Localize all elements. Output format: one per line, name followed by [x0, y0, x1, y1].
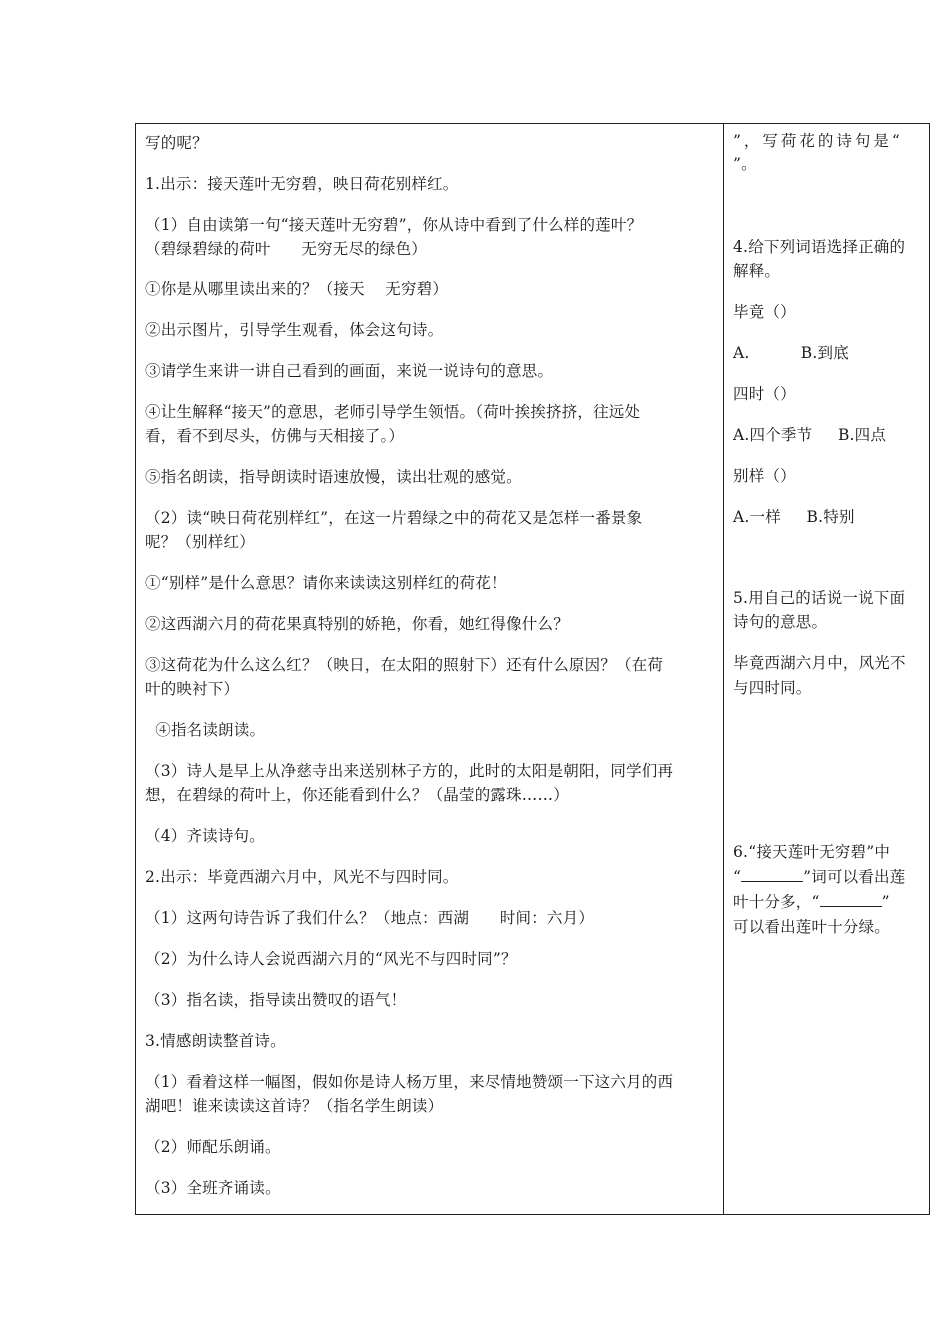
q6-quote-close: ” [881, 893, 890, 911]
q4-text-line1: 4.给下列词语选择正确的 [733, 238, 906, 256]
q4-text-line2: 解释。 [733, 262, 781, 280]
lesson-line: ②这西湖六月的荷花果真特别的娇艳，你看，她红得像什么？ [145, 615, 569, 633]
lesson-line: 1.出示：接天莲叶无穷碧，映日荷花别样红。 [145, 175, 459, 193]
lesson-line: 2.出示：毕竟西湖六月中，风光不与四时同。 [145, 868, 459, 886]
q4-word2-options: A.四个季节 B.四点 [733, 426, 887, 444]
lesson-line: （1）自由读第一句“接天莲叶无穷碧”，你从诗中看到了什么样的莲叶？ [145, 216, 643, 234]
q6-text-line4: 可以看出莲叶十分绿。 [733, 918, 891, 936]
lesson-line: 看，看不到尽头，仿佛与天相接了。） [145, 427, 405, 445]
lesson-line: （2）师配乐朗诵。 [145, 1138, 281, 1156]
q6-line3-start: 叶十分多，“ [733, 893, 820, 911]
q4-word3-options: A.一样 B.特别 [733, 508, 855, 526]
lesson-line: ①你是从哪里读出来的？（接天 无穷碧） [145, 280, 449, 298]
q6-blank-2[interactable] [820, 892, 882, 907]
lesson-line: 3.情感朗读整首诗。 [145, 1032, 286, 1050]
lesson-line: （3）全班齐诵读。 [145, 1179, 281, 1197]
lesson-line: 想，在碧绿的荷叶上，你还能看到什么？（晶莹的露珠……） [145, 786, 569, 804]
lesson-line: （4）齐读诗句。 [145, 827, 265, 845]
q6-blank-1[interactable] [741, 867, 803, 882]
lesson-line: 呢？（别样红） [145, 533, 255, 551]
q4-word3: 别样（） [733, 467, 796, 485]
q6-text-line2 [733, 865, 923, 890]
q4-word2: 四时（） [733, 385, 796, 403]
lesson-line: （3）诗人是早上从净慈寺出来送别林子方的，此时的太阳是朝阳，同学们再 [145, 762, 674, 780]
q5-text-line2: 诗句的意思。 [733, 613, 828, 631]
q5-text-line1: 5.用自己的话说一说下面 [733, 589, 906, 607]
lesson-line: （1）看着这样一幅图，假如你是诗人杨万里，来尽情地赞颂一下这六月的西 [145, 1073, 674, 1091]
q5-poem-line1: 毕竟西湖六月中，风光不 [733, 654, 906, 672]
q6-text-line1: 6.“接天莲叶无穷碧”中 [733, 843, 891, 861]
q4-word1-options: A. B.到底 [733, 344, 849, 362]
lesson-line: 湖吧！谁来读读这首诗？（指名学生朗读） [145, 1097, 444, 1115]
q6-quote-open: “ [733, 868, 742, 886]
lesson-line: ④指名读朗读。 [145, 721, 266, 739]
lesson-line: 写的呢？ [145, 134, 208, 152]
worksheet-table [135, 123, 930, 1215]
q3-text-line2: ”。 [733, 155, 757, 173]
lesson-line: ③请学生来讲一讲自己看到的画面，来说一说诗句的意思。 [145, 362, 554, 380]
lesson-line: （2）读“映日荷花别样红”，在这一片碧绿之中的荷花又是怎样一番景象 [145, 509, 643, 527]
lesson-line: ③这荷花为什么这么红？（映日，在太阳的照射下）还有什么原因？（在荷 [145, 656, 664, 674]
lesson-line: （1）这两句诗告诉了我们什么？（地点：西湖 时间：六月） [145, 909, 595, 927]
lesson-line: （2）为什么诗人会说西湖六月的“风光不与四时同”？ [145, 950, 517, 968]
q5-poem-line2: 与四时同。 [733, 679, 812, 697]
q3-text-line1: ”，写荷花的诗句是“ [733, 132, 903, 150]
lesson-line: （3）指名读，指导读出赞叹的语气！ [145, 991, 407, 1009]
lesson-steps-column [136, 124, 724, 1214]
exercise-column [724, 124, 929, 1214]
lesson-line: ①“别样”是什么意思？请你来读读这别样红的荷花！ [145, 574, 507, 592]
lesson-line: ④让生解释“接天”的意思，老师引导学生领悟。（荷叶挨挨挤挤，往远处 [145, 403, 641, 421]
q6-text-line3 [733, 890, 923, 915]
lesson-line: 叶的映衬下） [145, 680, 240, 698]
lesson-line: ⑤指名朗读，指导朗读时语速放慢，读出壮观的感觉。 [145, 468, 522, 486]
q6-line2-rest: ”词可以看出莲 [803, 868, 906, 886]
q4-word1: 毕竟（） [733, 303, 796, 321]
lesson-line: ②出示图片，引导学生观看，体会这句诗。 [145, 321, 444, 339]
lesson-line: （碧绿碧绿的荷叶 无穷无尽的绿色） [145, 240, 427, 258]
